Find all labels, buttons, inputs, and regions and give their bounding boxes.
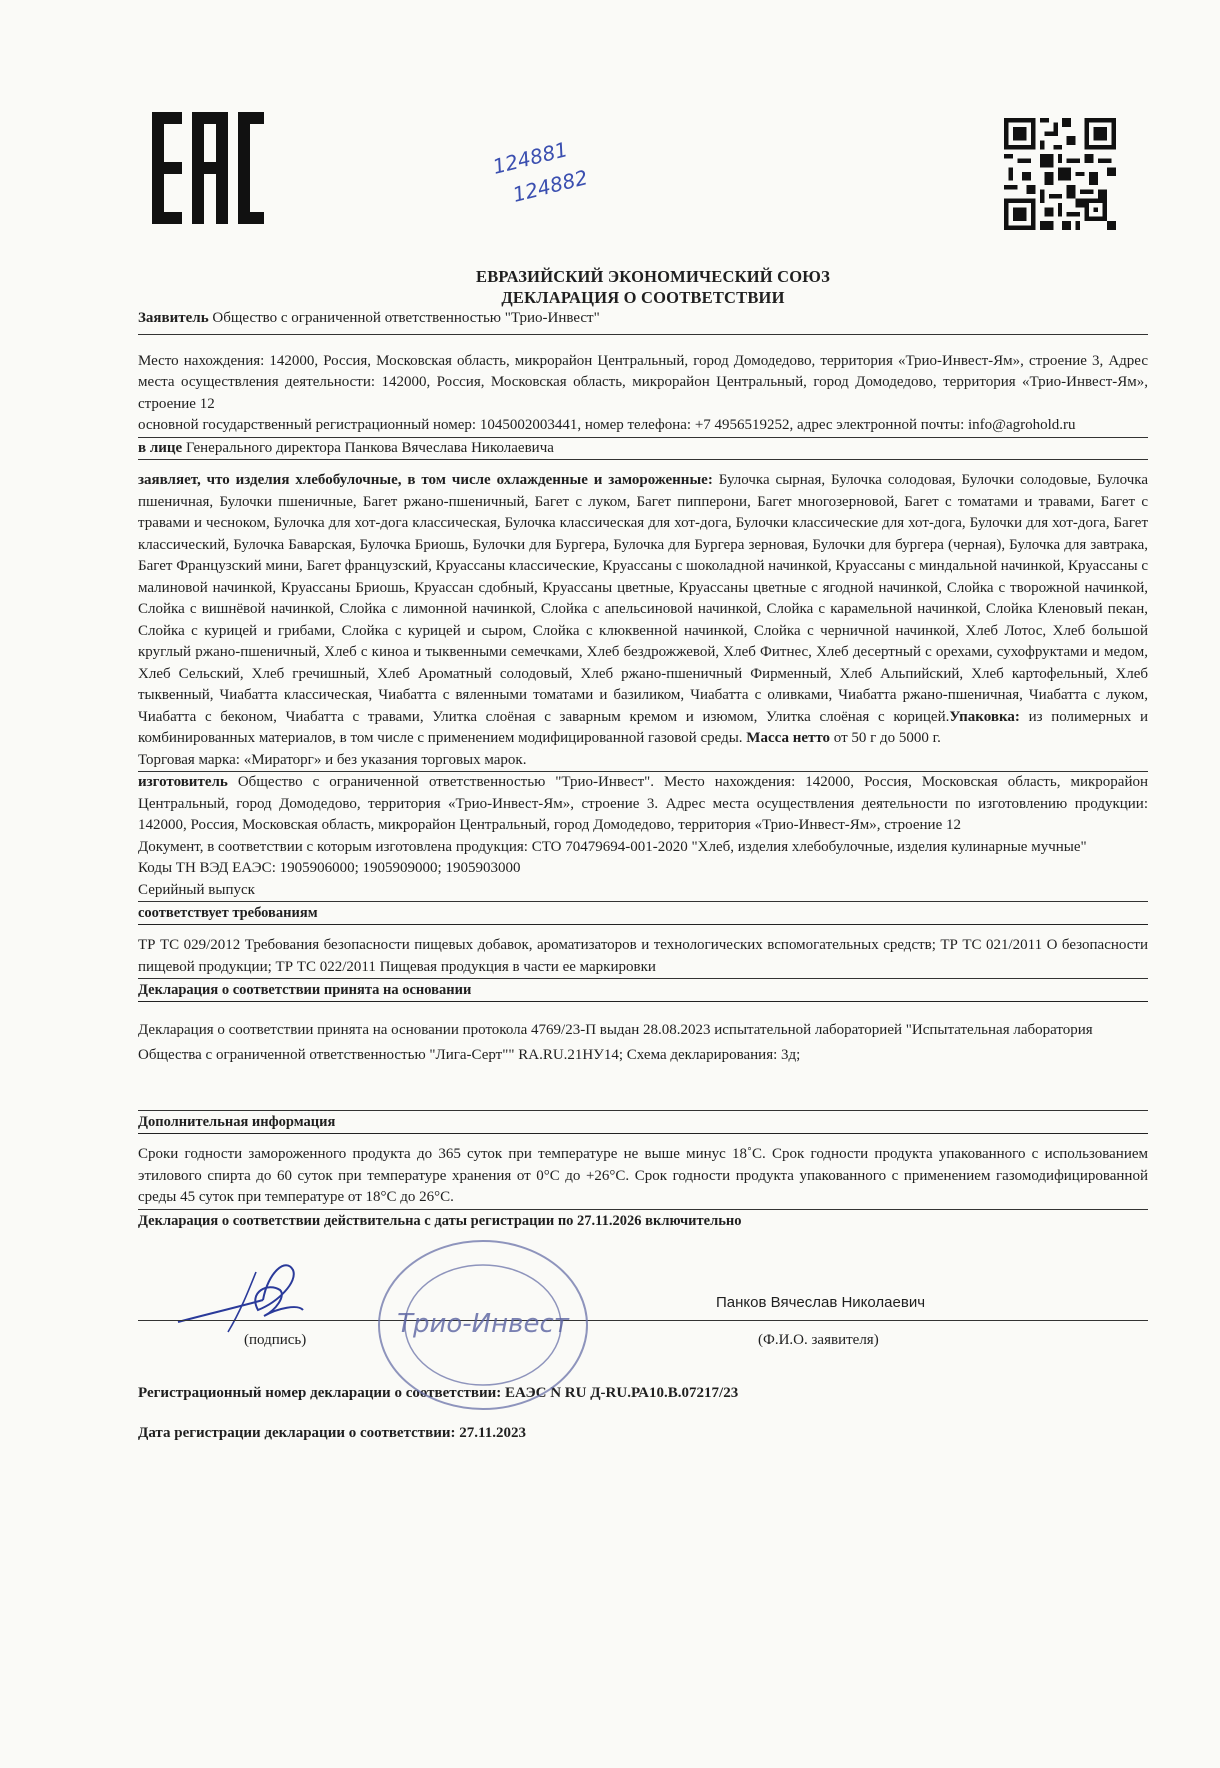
trademark: Торговая марка: «Мираторг» и без указания торговых марок. (138, 750, 1148, 773)
products-list: Булочка сырная, Булочка солодовая, Булочки солодовые, Булочка пшеничная, Булочки пшеничные, Багет ржано-пшеничный, Багет с луком, Багет пипперони, Багет многозерновой, Багет с томатами и травами, Багет с травами и чесноком, Булочка для хот-дога классическая, Булочка классическая для хот-дога, Булочки классические для хот-дога, Булочки для хот-дога, Багет классический, Булочка Баварская, Булочка Бриошь, Булочки для Бургера, Булочка для Бургера зерновая, Булочки для бургера (черная), Булочка для завтрака, Багет Французский мини, Багет французский, Круассаны классические, Круассаны с шоколадной начинкой, Круассаны с миндальной начинкой, Круассаны с малиновой начинкой, Круассаны Бриошь, Круассан сдобный, Круассаны цветные, Круассаны цветные с ягодной начинкой, Слойка с творожной начинкой, Слойка с вишнёвой начинкой, Слойка с лимонной начинкой, Слойка с апельсиновой начинкой, Слойка с карамельной начинкой, Слойка Кленовый пекан, Слойка с курицей и грибами, Слойка с курицей и сыром, Слойка с клюквенной начинкой, Слойка с черничной начинкой, Хлеб Лотос, Хлеб большой круглый ржано-пшеничный, Хлеб с киноа и тыквенными семечками, Хлеб бездрожжевой, Хлеб Фитнес, Хлеб десертный с орехами, сухофруктами и медом, Хлеб Сельский, Хлеб гречишный, Хлеб Ароматный солодовый, Хлеб ржано-пшеничный Фирменный, Хлеб Альпийский, Хлеб картофельный, Хлеб тыквенный, Чиабатта классическая, Чиабатта с вяленными томатами и базиликом, Чиабатта с оливками, Чиабатта ржано-пшеничная, Чиабатта с луком, Чиабатта с беконом, Чиабатта с травами, Улитка слоёная с заварным кремом и изюмом, Улитка слоёная с корицей. (138, 472, 1148, 725)
packaging-label: Упаковка: (949, 708, 1020, 725)
person-label: в лице (138, 439, 183, 456)
handwritten-number-2: 124882 (510, 165, 591, 207)
manufacturer-paragraph (138, 772, 1148, 837)
declares-paragraph (138, 470, 1148, 750)
signature-line (138, 1320, 1148, 1321)
handwritten-note (478, 137, 628, 220)
mass-label: Масса нетто (746, 730, 831, 746)
qr-code (1004, 118, 1116, 230)
name-caption: (Ф.И.О. заявителя) (758, 1331, 879, 1348)
hs-codes: Коды ТН ВЭД ЕАЭС: 1905906000; 1905909000; 1905903000 (138, 860, 521, 876)
handwritten-number-1: 124881 (490, 137, 571, 179)
manufacturer-text: Общество с ограниченной ответственностью "Трио-Инвест". Место нахождения: 142000, Россия, Московская область, микрорайон Центральный, город Домодедово, территория «Трио-Инвест-Ям», строение 3. Адрес места осуществления деятельности по изготовлению продукции: 142000, Россия, Московская область, микрорайон Центральный, город Домодедово, территория «Трио-Инвест-Ям», строение 12 (138, 774, 1148, 833)
signature-block (138, 1232, 1148, 1382)
applicant-person (138, 438, 1148, 461)
additional-heading: Дополнительная информация (138, 1110, 1148, 1134)
registration-date: Дата регистрации декларации о соответствии: 27.11.2023 (138, 1424, 526, 1441)
applicant-address: Место нахождения: 142000, Россия, Московская область, микрорайон Центральный, город Домодедово, территория «Трио-Инвест-Ям», строение 3, Адрес места осуществления деятельности: 142000, Россия, Московская область, микрорайон Центральный, город Домодедово, территория «Трио-Инвест-Ям», строение 12 (138, 352, 1148, 412)
declaration-title: ДЕКЛАРАЦИЯ О СООТВЕТСТВИИ (501, 288, 785, 307)
requirements-text: ТР ТС 029/2012 Требования безопасности пищевых добавок, ароматизаторов и технологических вспомогательных средств; ТР ТС 021/2011 О безопасности пищевой продукции; ТР ТС 022/2011 Пищевая продукция в части ее маркировки (138, 935, 1148, 979)
applicant-name: Общество с ограниченной ответственностью "Трио-Инвест" (208, 310, 600, 326)
manufacturer-label: изготовитель (138, 774, 228, 790)
handwritten-signature (168, 1252, 308, 1342)
registration-number: Регистрационный номер декларации о соответствии: ЕАЭС N RU Д-RU.РА10.В.07217/23 (138, 1384, 739, 1401)
person-text: Генерального директора Панкова Вячеслава Николаевича (182, 439, 554, 456)
applicant-line (138, 308, 1148, 335)
union-title: ЕВРАЗИЙСКИЙ ЭКОНОМИЧЕСКИЙ СОЮЗ (475, 267, 830, 286)
signatory-name: Панков Вячеслав Николаевич (716, 1293, 926, 1311)
additional-text: Сроки годности замороженного продукта до 365 суток при температуре не выше минус 18˚С. Срок годности продукта упакованного с использованием этилового спирта до 60 суток при температуре хранения от 0°С до +26°С. Срок годности продукта упакованного с применением газомодифицированной среды 45 суток при температуре от 18°С до 26°С. (138, 1144, 1148, 1210)
declares-lead: заявляет, что изделия хлебобулочные, в том числе охлажденные и замороженные: (138, 472, 713, 488)
signature-caption: (подпись) (244, 1331, 307, 1348)
basis-heading: Декларация о соответствии принята на основании (138, 979, 1148, 1002)
packaging-text: из полимерных и комбинированных материалов, в том числе с применением модифицированной газовой среды. (138, 708, 1148, 746)
company-seal (368, 1240, 598, 1420)
applicant-label: Заявитель (138, 310, 209, 326)
basis-text: Декларация о соответствии принята на основании протокола 4769/23-П выдан 28.08.2023 испытательной лабораторией "Испытательная лаборатория Общества с ограниченной ответственностью "Лига-Серт"" RA.RU.21НУ14; Схема декларирования: 3д; (138, 1022, 1093, 1063)
document-body (138, 266, 1148, 1444)
mass-text: от 50 г до 5000 г. (830, 730, 941, 746)
serial-production: Серийный выпуск (138, 880, 1148, 903)
seal-text: Трио-Инвест (397, 1308, 569, 1339)
eac-logo (150, 110, 266, 226)
requirements-heading: соответствует требованиям (138, 902, 1148, 925)
applicant-registration: основной государственный регистрационный номер: 1045002003441, номер телефона: +7 4956519252, адрес электронной почты: info@agrohold.ru (138, 415, 1148, 438)
manufacturing-document: Документ, в соответствии с которым изготовлена продукция: СТО 70479694-001-2020 "Хлеб, изделия хлебобулочные, изделия кулинарные мучные" (138, 838, 1087, 855)
validity-line: Декларация о соответствии действительна с даты регистрации по 27.11.2026 включительно (138, 1212, 742, 1229)
